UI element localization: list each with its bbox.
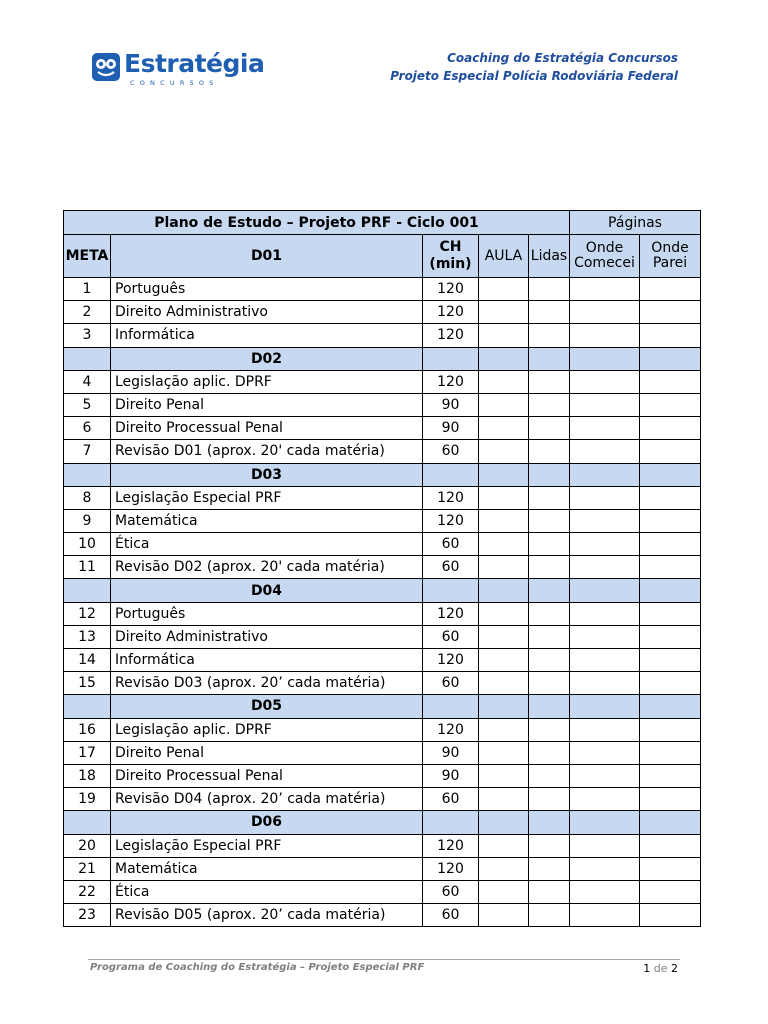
onde-parei-cell[interactable] — [640, 602, 701, 625]
lidas-cell[interactable] — [529, 278, 570, 301]
onde-comecei-line2: Comecei — [574, 255, 635, 271]
meta-number: 7 — [64, 440, 111, 463]
subject: Direito Processual Penal — [111, 764, 423, 787]
footer-divider — [88, 959, 680, 960]
day-aula-cell — [479, 695, 529, 718]
onde-parei-header — [640, 235, 701, 278]
onde-parei-line2: Parei — [652, 255, 688, 271]
day-ch-cell — [423, 811, 479, 834]
meta-number: 19 — [64, 788, 111, 811]
subject: Legislação Especial PRF — [111, 486, 423, 509]
meta-number: 13 — [64, 625, 111, 648]
day-ch-cell — [423, 347, 479, 370]
ch-minutes: 120 — [423, 649, 479, 672]
aula-cell[interactable] — [479, 788, 529, 811]
day-meta-cell — [64, 695, 111, 718]
table-row — [64, 857, 701, 880]
onde-parei-cell[interactable] — [640, 880, 701, 903]
ch-minutes: 90 — [423, 393, 479, 416]
meta-number: 12 — [64, 602, 111, 625]
onde-comecei-cell[interactable] — [570, 857, 640, 880]
aula-cell[interactable] — [479, 301, 529, 324]
table-row — [64, 718, 701, 741]
subject: Português — [111, 602, 423, 625]
subject: Direito Penal — [111, 393, 423, 416]
subject: Informática — [111, 649, 423, 672]
onde-parei-cell[interactable] — [640, 417, 701, 440]
owl-icon — [92, 53, 120, 81]
onde-comecei-cell[interactable] — [570, 649, 640, 672]
aula-cell[interactable] — [479, 324, 529, 347]
onde-parei-cell[interactable] — [640, 672, 701, 695]
meta-number: 18 — [64, 764, 111, 787]
aula-cell[interactable] — [479, 370, 529, 393]
meta-number: 17 — [64, 741, 111, 764]
day-comecei-cell — [570, 695, 640, 718]
onde-parei-cell[interactable] — [640, 278, 701, 301]
day-aula-cell — [479, 811, 529, 834]
aula-cell[interactable] — [479, 672, 529, 695]
lidas-cell[interactable] — [529, 533, 570, 556]
paginas-header: Páginas — [570, 211, 701, 235]
day-comecei-cell — [570, 463, 640, 486]
lidas-cell[interactable] — [529, 672, 570, 695]
lidas-header: Lidas — [529, 235, 570, 278]
subject: Ética — [111, 880, 423, 903]
onde-parei-line1: Onde — [651, 240, 689, 256]
aula-cell[interactable] — [479, 880, 529, 903]
lidas-cell[interactable] — [529, 880, 570, 903]
ch-minutes: 60 — [423, 625, 479, 648]
onde-comecei-cell[interactable] — [570, 440, 640, 463]
ch-minutes: 120 — [423, 278, 479, 301]
meta-number: 2 — [64, 301, 111, 324]
onde-comecei-cell[interactable] — [570, 904, 640, 927]
onde-comecei-cell[interactable] — [570, 834, 640, 857]
table-row — [64, 533, 701, 556]
page-de: de — [653, 962, 668, 973]
day-aula-cell — [479, 579, 529, 602]
table-row — [64, 788, 701, 811]
onde-comecei-cell[interactable] — [570, 602, 640, 625]
header-line-2: Projeto Especial Polícia Rodoviária Federal — [390, 69, 678, 83]
meta-number: 6 — [64, 417, 111, 440]
lidas-cell[interactable] — [529, 324, 570, 347]
onde-comecei-cell[interactable] — [570, 486, 640, 509]
onde-comecei-cell[interactable] — [570, 533, 640, 556]
lidas-cell[interactable] — [529, 602, 570, 625]
aula-cell[interactable] — [479, 533, 529, 556]
subject: Direito Administrativo — [111, 301, 423, 324]
lidas-cell[interactable] — [529, 625, 570, 648]
aula-cell[interactable] — [479, 278, 529, 301]
day-comecei-cell — [570, 347, 640, 370]
aula-cell[interactable] — [479, 764, 529, 787]
onde-parei-cell[interactable] — [640, 788, 701, 811]
day-row — [64, 463, 701, 486]
day-row — [64, 811, 701, 834]
onde-comecei-cell[interactable] — [570, 672, 640, 695]
meta-number: 3 — [64, 324, 111, 347]
onde-parei-cell[interactable] — [640, 649, 701, 672]
aula-cell[interactable] — [479, 509, 529, 532]
day-row — [64, 579, 701, 602]
meta-number: 14 — [64, 649, 111, 672]
aula-cell[interactable] — [479, 393, 529, 416]
day-aula-cell — [479, 463, 529, 486]
day-lidas-cell — [529, 463, 570, 486]
day-parei-cell — [640, 347, 701, 370]
onde-comecei-cell[interactable] — [570, 625, 640, 648]
meta-number: 15 — [64, 672, 111, 695]
meta-number: 4 — [64, 370, 111, 393]
meta-number: 11 — [64, 556, 111, 579]
day-label: D04 — [111, 579, 423, 602]
table-row — [64, 417, 701, 440]
subject: Português — [111, 278, 423, 301]
aula-cell[interactable] — [479, 556, 529, 579]
ch-minutes: 120 — [423, 718, 479, 741]
aula-cell[interactable] — [479, 741, 529, 764]
page-current: 1 — [643, 962, 651, 973]
document-header — [390, 49, 678, 85]
onde-parei-cell[interactable] — [640, 393, 701, 416]
meta-number: 8 — [64, 486, 111, 509]
ch-minutes: 120 — [423, 324, 479, 347]
aula-cell[interactable] — [479, 649, 529, 672]
lidas-cell[interactable] — [529, 556, 570, 579]
table-row — [64, 741, 701, 764]
logo-wordmark: Estratégia — [124, 49, 265, 78]
lidas-cell[interactable] — [529, 834, 570, 857]
day-aula-cell — [479, 347, 529, 370]
lidas-cell[interactable] — [529, 440, 570, 463]
onde-parei-cell[interactable] — [640, 857, 701, 880]
meta-number: 21 — [64, 857, 111, 880]
day-label: D02 — [111, 347, 423, 370]
table-row — [64, 370, 701, 393]
lidas-cell[interactable] — [529, 741, 570, 764]
page-total: 2 — [671, 962, 678, 973]
ch-minutes: 120 — [423, 509, 479, 532]
table-body — [64, 278, 701, 927]
table-row — [64, 440, 701, 463]
day-ch-cell — [423, 463, 479, 486]
table-row — [64, 486, 701, 509]
ch-header-line2: (min) — [429, 256, 472, 272]
day-meta-cell — [64, 811, 111, 834]
onde-comecei-cell[interactable] — [570, 880, 640, 903]
ch-minutes: 60 — [423, 440, 479, 463]
subject: Revisão D04 (aprox. 20’ cada matéria) — [111, 788, 423, 811]
subject: Direito Processual Penal — [111, 417, 423, 440]
day-lidas-cell — [529, 811, 570, 834]
table-row — [64, 649, 701, 672]
ch-minutes: 90 — [423, 417, 479, 440]
day-row — [64, 347, 701, 370]
aula-cell[interactable] — [479, 834, 529, 857]
onde-parei-cell[interactable] — [640, 834, 701, 857]
day-parei-cell — [640, 579, 701, 602]
subject: Informática — [111, 324, 423, 347]
onde-comecei-cell[interactable] — [570, 324, 640, 347]
lidas-cell[interactable] — [529, 509, 570, 532]
subject: Legislação aplic. DPRF — [111, 370, 423, 393]
ch-minutes: 120 — [423, 602, 479, 625]
aula-cell[interactable] — [479, 718, 529, 741]
ch-minutes: 60 — [423, 556, 479, 579]
subject: Matemática — [111, 857, 423, 880]
lidas-cell[interactable] — [529, 486, 570, 509]
table-row — [64, 278, 701, 301]
table-row — [64, 904, 701, 927]
subject: Matemática — [111, 509, 423, 532]
ch-minutes: 60 — [423, 672, 479, 695]
subject: Revisão D05 (aprox. 20’ cada matéria) — [111, 904, 423, 927]
onde-parei-cell[interactable] — [640, 533, 701, 556]
ch-minutes: 60 — [423, 904, 479, 927]
table-row — [64, 672, 701, 695]
day-lidas-cell — [529, 347, 570, 370]
table-row — [64, 880, 701, 903]
day-row — [64, 695, 701, 718]
table-row — [64, 324, 701, 347]
onde-comecei-cell[interactable] — [570, 393, 640, 416]
aula-header: AULA — [479, 235, 529, 278]
day-lidas-cell — [529, 579, 570, 602]
subject: Revisão D01 (aprox. 20' cada matéria) — [111, 440, 423, 463]
aula-cell[interactable] — [479, 602, 529, 625]
onde-comecei-header — [570, 235, 640, 278]
ch-minutes: 120 — [423, 301, 479, 324]
table-row — [64, 764, 701, 787]
onde-comecei-cell[interactable] — [570, 764, 640, 787]
onde-comecei-cell[interactable] — [570, 718, 640, 741]
aula-cell[interactable] — [479, 440, 529, 463]
ch-minutes: 60 — [423, 880, 479, 903]
table-row — [64, 625, 701, 648]
aula-cell[interactable] — [479, 486, 529, 509]
ch-minutes: 120 — [423, 370, 479, 393]
table-title: Plano de Estudo – Projeto PRF - Ciclo 001 — [64, 211, 570, 235]
lidas-cell[interactable] — [529, 417, 570, 440]
subject: Legislação aplic. DPRF — [111, 718, 423, 741]
page-number — [643, 962, 678, 973]
onde-parei-cell[interactable] — [640, 486, 701, 509]
onde-parei-cell[interactable] — [640, 741, 701, 764]
meta-header: META — [64, 235, 111, 278]
day-ch-cell — [423, 579, 479, 602]
lidas-cell[interactable] — [529, 718, 570, 741]
table-row — [64, 834, 701, 857]
ch-minutes: 90 — [423, 741, 479, 764]
onde-parei-cell[interactable] — [640, 764, 701, 787]
ch-minutes: 120 — [423, 486, 479, 509]
meta-number: 20 — [64, 834, 111, 857]
header-line-1: Coaching do Estratégia Concursos — [447, 51, 678, 65]
day-ch-cell — [423, 695, 479, 718]
lidas-cell[interactable] — [529, 857, 570, 880]
day-parei-cell — [640, 463, 701, 486]
study-plan-table — [63, 210, 701, 927]
day-label: D03 — [111, 463, 423, 486]
onde-comecei-cell[interactable] — [570, 370, 640, 393]
day-meta-cell — [64, 463, 111, 486]
subject: Direito Penal — [111, 741, 423, 764]
aula-cell[interactable] — [479, 904, 529, 927]
onde-comecei-cell[interactable] — [570, 301, 640, 324]
subject: Legislação Especial PRF — [111, 834, 423, 857]
onde-comecei-cell[interactable] — [570, 278, 640, 301]
estrategia-logo — [92, 49, 265, 91]
meta-number: 23 — [64, 904, 111, 927]
onde-comecei-cell[interactable] — [570, 417, 640, 440]
aula-cell[interactable] — [479, 417, 529, 440]
aula-cell[interactable] — [479, 625, 529, 648]
lidas-cell[interactable] — [529, 301, 570, 324]
subject: Direito Administrativo — [111, 625, 423, 648]
lidas-cell[interactable] — [529, 764, 570, 787]
day-parei-cell — [640, 695, 701, 718]
onde-parei-cell[interactable] — [640, 718, 701, 741]
subject: Ética — [111, 533, 423, 556]
onde-parei-cell[interactable] — [640, 904, 701, 927]
lidas-cell[interactable] — [529, 788, 570, 811]
table-row — [64, 301, 701, 324]
lidas-cell[interactable] — [529, 370, 570, 393]
table-row — [64, 556, 701, 579]
meta-number: 22 — [64, 880, 111, 903]
logo-subtitle: CONCURSOS — [130, 79, 219, 87]
onde-comecei-cell[interactable] — [570, 509, 640, 532]
meta-number: 5 — [64, 393, 111, 416]
onde-parei-cell[interactable] — [640, 556, 701, 579]
footer-program-title: Programa de Coaching do Estratégia – Projeto Especial PRF — [90, 962, 425, 972]
day-label: D05 — [111, 695, 423, 718]
day-meta-cell — [64, 347, 111, 370]
day-header-d01: D01 — [111, 235, 423, 278]
lidas-cell[interactable] — [529, 904, 570, 927]
aula-cell[interactable] — [479, 857, 529, 880]
onde-parei-cell[interactable] — [640, 509, 701, 532]
day-meta-cell — [64, 579, 111, 602]
ch-minutes: 120 — [423, 834, 479, 857]
day-comecei-cell — [570, 579, 640, 602]
table-row — [64, 602, 701, 625]
table-row — [64, 393, 701, 416]
table-row — [64, 509, 701, 532]
onde-parei-cell[interactable] — [640, 625, 701, 648]
onde-comecei-line1: Onde — [585, 240, 624, 256]
onde-parei-cell[interactable] — [640, 301, 701, 324]
onde-comecei-cell[interactable] — [570, 556, 640, 579]
subject: Revisão D03 (aprox. 20’ cada matéria) — [111, 672, 423, 695]
ch-header — [423, 235, 479, 278]
onde-parei-cell[interactable] — [640, 370, 701, 393]
subject: Revisão D02 (aprox. 20' cada matéria) — [111, 556, 423, 579]
ch-minutes: 90 — [423, 764, 479, 787]
ch-minutes: 60 — [423, 788, 479, 811]
meta-number: 1 — [64, 278, 111, 301]
day-label: D06 — [111, 811, 423, 834]
onde-parei-cell[interactable] — [640, 440, 701, 463]
lidas-cell[interactable] — [529, 393, 570, 416]
onde-parei-cell[interactable] — [640, 324, 701, 347]
ch-header-line1: CH — [439, 239, 462, 255]
lidas-cell[interactable] — [529, 649, 570, 672]
ch-minutes: 120 — [423, 857, 479, 880]
meta-number: 16 — [64, 718, 111, 741]
day-parei-cell — [640, 811, 701, 834]
day-comecei-cell — [570, 811, 640, 834]
onde-comecei-cell[interactable] — [570, 741, 640, 764]
ch-minutes: 60 — [423, 533, 479, 556]
meta-number: 9 — [64, 509, 111, 532]
day-lidas-cell — [529, 695, 570, 718]
onde-comecei-cell[interactable] — [570, 788, 640, 811]
meta-number: 10 — [64, 533, 111, 556]
